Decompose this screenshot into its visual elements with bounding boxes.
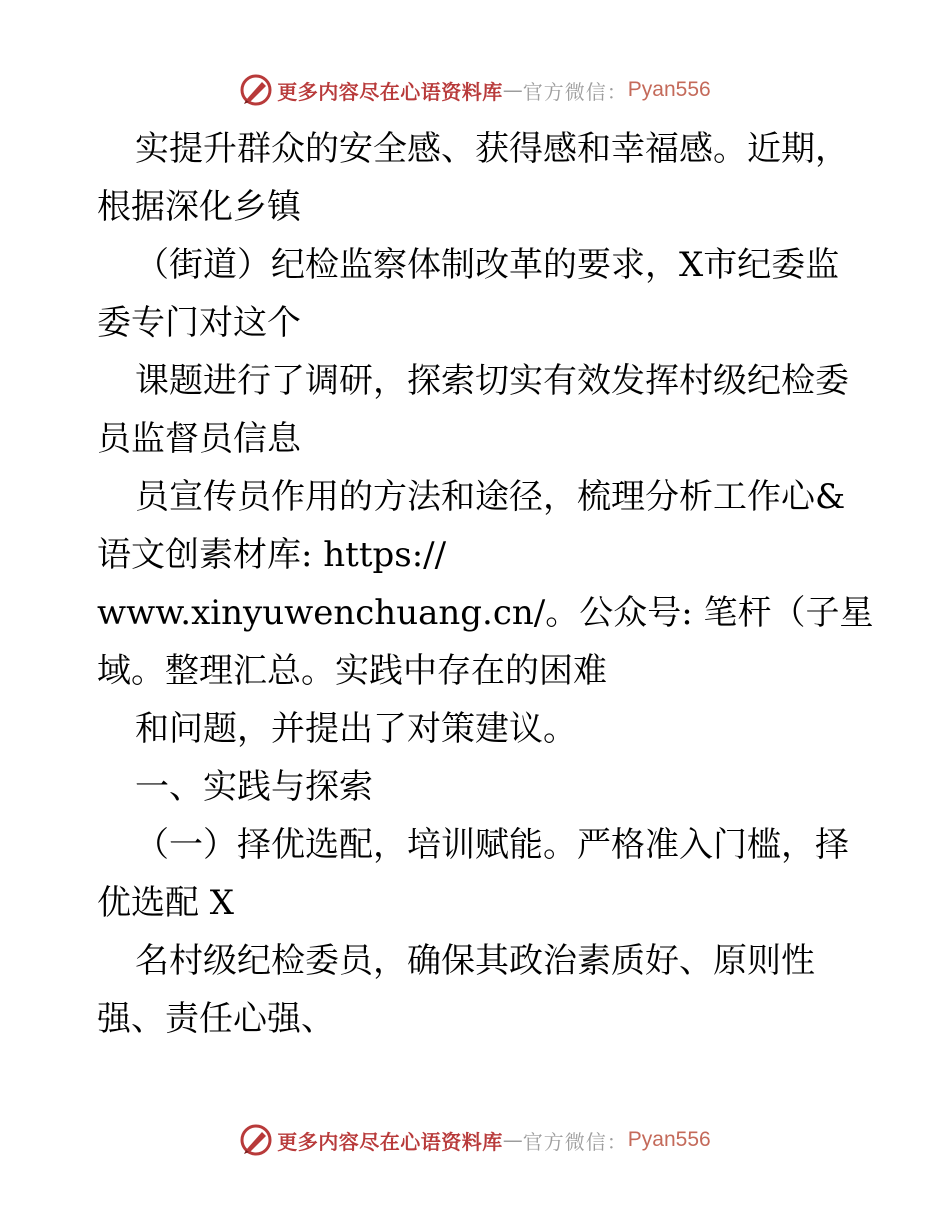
- banner-wechat-label: 官方微信：: [522, 1129, 628, 1154]
- body-line: 员宣传员作用的方法和途径，梳理分析工作心&: [135, 477, 846, 517]
- body-line: 员监督员信息: [97, 419, 301, 459]
- banner-slogan: 更多内容尽在心语资料库: [277, 1129, 503, 1154]
- banner-slogan: 更多内容尽在心语资料库: [277, 79, 503, 104]
- body-line: 和问题，并提出了对策建议。: [135, 709, 577, 749]
- pen-logo-icon: [239, 1123, 273, 1157]
- body-line: 课题进行了调研，探索切实有效发挥村级纪检委: [135, 361, 849, 401]
- section-heading: 一、实践与探索: [135, 767, 373, 807]
- pen-logo-icon: [239, 73, 273, 107]
- banner-wechat-id: Pyan556: [627, 78, 711, 101]
- banner-separator: —: [502, 78, 523, 102]
- body-line: 强、责任心强、: [97, 999, 335, 1039]
- body-line: 语文创素材库: https://: [97, 535, 447, 575]
- header-banner: [0, 70, 950, 110]
- body-line: www.xinyuwenchuang.cn/。公众号: 笔杆（子星: [97, 593, 874, 633]
- body-line: 根据深化乡镇: [97, 187, 301, 227]
- document-body: [97, 120, 877, 1048]
- body-line: 优选配 X: [97, 883, 235, 923]
- banner-wechat-label: 官方微信：: [522, 79, 628, 104]
- body-line: 实提升群众的安全感、获得感和幸福感。近期，: [135, 129, 849, 169]
- body-line: 域。整理汇总。实践中存在的困难: [97, 651, 607, 691]
- banner-separator: —: [502, 1128, 523, 1152]
- body-line: 名村级纪检委员，确保其政治素质好、原则性: [135, 941, 815, 981]
- body-line: 委专门对这个: [97, 303, 301, 343]
- footer-banner: [0, 1120, 950, 1160]
- banner-wechat-id: Pyan556: [627, 1128, 711, 1151]
- body-line: （一）择优选配，培训赋能。严格准入门槛，择: [135, 825, 849, 865]
- body-line: （街道）纪检监察体制改革的要求，X市纪委监: [135, 245, 840, 285]
